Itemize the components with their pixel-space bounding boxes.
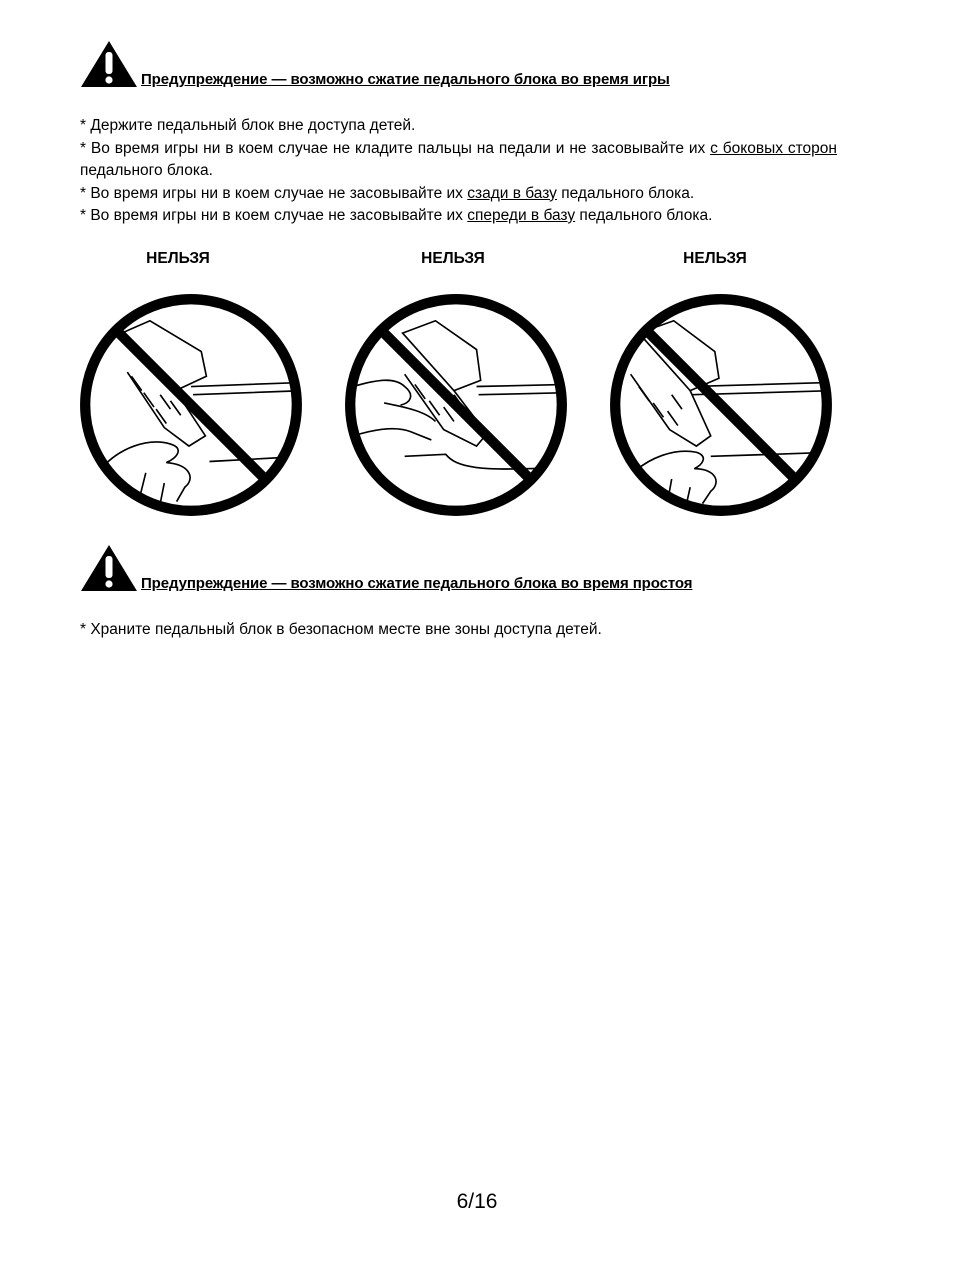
- warning-bullets-play: [80, 115, 837, 228]
- illustration-label: НЕЛЬЗЯ: [421, 250, 485, 267]
- bullet-item: * Во время игры ни в коем случае не кладите пальцы на педали и не засовывайте их с боковых сторон педального блока.: [80, 139, 837, 179]
- prohibited-front-fingers-icon: [608, 292, 834, 518]
- warning-title: Предупреждение — возможно сжатие педального блока во время игры: [141, 71, 670, 88]
- page-number: 6/16: [456, 1190, 498, 1213]
- prohibited-side-fingers-icon: [78, 292, 304, 518]
- warning-triangle-icon: [80, 544, 138, 592]
- illustration-label: НЕЛЬЗЯ: [683, 250, 747, 267]
- bullet-item: * Во время игры ни в коем случае не засовывайте их спереди в базу педального блока.: [80, 207, 713, 224]
- bullet-item: * Во время игры ни в коем случае не засовывайте их сзади в базу педального блока.: [80, 184, 695, 202]
- warning-header-idle: [80, 544, 880, 594]
- warning-header-play: [80, 40, 880, 90]
- prohibited-back-fingers-icon: [343, 292, 569, 518]
- warning-bullets-idle: [80, 619, 837, 642]
- bullet-item: * Храните педальный блок в безопасном месте вне зоны доступа детей.: [80, 621, 602, 638]
- bullet-item: * Держите педальный блок вне доступа детей.: [80, 117, 416, 134]
- warning-title: Предупреждение — возможно сжатие педального блока во время простоя: [141, 575, 693, 592]
- illustration-label: НЕЛЬЗЯ: [146, 250, 210, 267]
- warning-triangle-icon: [80, 40, 138, 88]
